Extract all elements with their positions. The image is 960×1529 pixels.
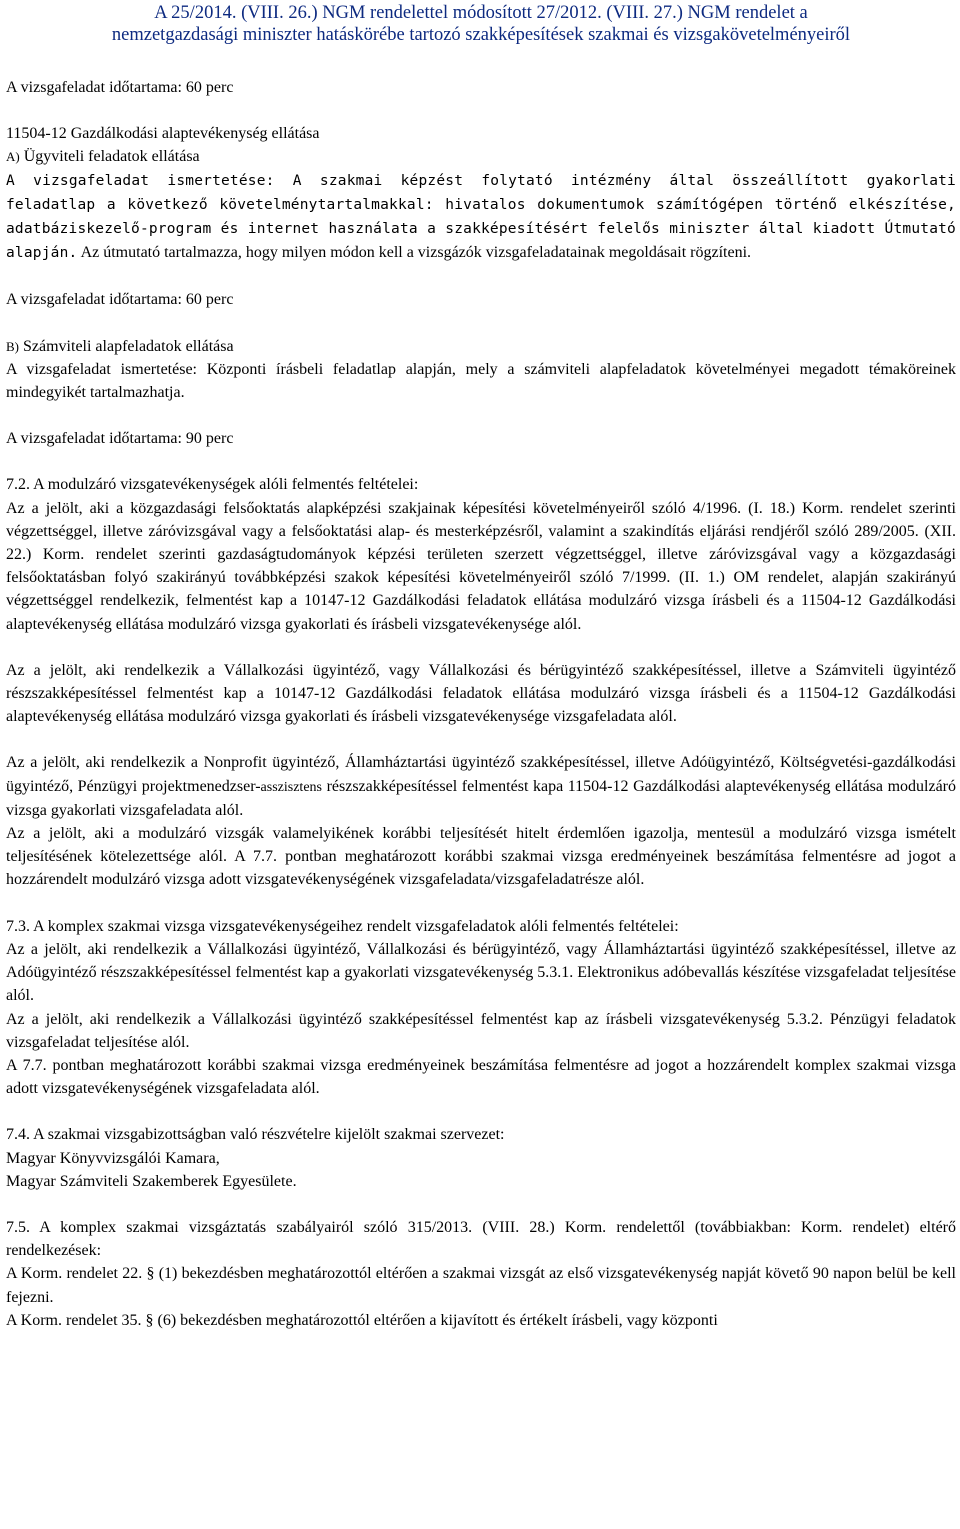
document-page [6,0,956,1332]
duration-90: A vizsgafeladat időtartama: 90 perc [6,430,234,448]
section-7-2-paragraph-4: Az a jelölt, aki a modulzáró vizsgák valamelyikének korábbi teljesítését hitelt érdemlően igazolja, mentesül a modulzáró vizsga ismételt teljesítésének kötelezettsége alól. A 7.7. pontban meghatározott korábbi szakmai vizsga eredményeinek beszámítása felmentésre ad jogot a hozzárendelt modulzáró vizsga adott vizsgatevékenységének vizsgafeladata/vizsgafeladatrésze alól. [6,825,956,889]
organization-2: Magyar Számviteli Szakemberek Egyesülete. [6,1172,297,1190]
s72-p3-rest: részszakképesítéssel felmentést kapa 11504-12 Gazdálkodási alaptevékenység ellátása modulzáró vizsga gyakorlati vizsgafeladata alól. [6,777,957,819]
duration-60-second: A vizsgafeladat időtartama: 60 perc [6,291,234,309]
task-a-desc-rest: Az útmutató tartalmazza, hogy milyen módon kell a vizsgázók vizsgafeladatainak megoldásait rögzíteni. [77,244,752,262]
task-a-desc-main: A vizsgafeladat ismertetése: A szakmai képzést folytató intézmény által összeállított gyakorlati feladatlap a következő követelménytartalmakkal: hivatalos dokumentumok számítógépen történő elkészítése, adatbáziskezelő-program és internet használata a szakképesítésért felelős miniszter által kiadott Útmutató alapján. [6,172,956,262]
task-a-title: Ügyviteli feladatok ellátása [19,148,200,166]
header-line-1: A 25/2014. (VIII. 26.) NGM rendelettel módosított 27/2012. (VIII. 27.) NGM rendelet a [154,3,808,23]
section-7-3-paragraph-1: Az a jelölt, aki rendelkezik a Vállalkozási ügyintéző, Vállalkozási és bérügyintéző, vagy Államháztartási ügyintéző szakképesítéssel, illetve az Adóügyintéző részszakképesítéssel felmentést kap a gyakorlati vizsgatevékenység 5.3.1. Elektronikus adóbevallás készítése vizsgafeladat teljesítése alól. [6,940,956,1005]
section-7-4-title: 7.4. A szakmai vizsgabizottságban való részvételre kijelölt szakmai szervezet: [6,1126,505,1144]
section-7-2-title: 7.2. A modulzáró vizsgatevékenységek alóli felmentés feltételei: [6,476,419,494]
organization-1: Magyar Könyvvizsgálói Kamara, [6,1149,220,1167]
header-line-2: nemzetgazdasági miniszter hatáskörébe tartozó szakképesítések szakmai és vizsgakövetelményeiről [111,25,851,45]
s72-p3-small: asszisztens [260,779,322,795]
section-7-5-paragraph-1: A Korm. rendelet 22. § (1) bekezdésben meghatározottól eltérően a szakmai vizsgát az első vizsgatevékenység napját követő 90 napon belül be kell fejezni. [6,1265,956,1306]
document-header [6,0,956,46]
section-7-3-paragraph-3: A 7.7. pontban meghatározott korábbi szakmai vizsga eredményeinek beszámítása felmentésre ad jogot a hozzárendelt komplex szakmai vizsga adott vizsgatevékenységének vizsgafeladata alól. [6,1056,956,1098]
task-b-description: A vizsgafeladat ismertetése: Központi írásbeli feladatlap alapján, mely a számviteli alapfeladatok követelményei megadott témaköreinek mindegyikét tartalmazhatja. [6,360,956,402]
module-title: 11504-12 Gazdálkodási alaptevékenység ellátása [6,125,320,143]
task-b-prefix: B) [6,338,19,354]
section-7-2-paragraph-2: Az a jelölt, aki rendelkezik a Vállalkozási ügyintéző, vagy Vállalkozási és bérügyintéző szakképesítéssel, illetve a Számviteli ügyintéző részszakképesítéssel felmentést kap a 10147-12 Gazdálkodási feladatok ellátása modulzáró vizsga írásbeli és a 11504-12 Gazdálkodási alaptevékenység ellátása modulzáró vizsga gyakorlati és írásbeli vizsgatevékenysége vizsgafeladata alól. [6,661,956,726]
task-a-heading [6,145,956,168]
section-7-5-paragraph-2: A Korm. rendelet 35. § (6) bekezdésben meghatározottól eltérően a kijavított és értékelt írásbeli, vagy központi [6,1311,718,1329]
duration-60-first: A vizsgafeladat időtartama: 60 perc [6,79,234,96]
task-b-title: Számviteli alapfeladatok ellátása [19,337,234,355]
section-7-2-paragraph-1: Az a jelölt, aki a közgazdasági felsőoktatás alapképzési szakjainak képesítési követelményeiről szóló 4/1996. (I. 18.) Korm. rendelet szerinti végzettséggel, illetve záróvizsgával vagy a felsőoktatási alap- és mesterképzésről, valamint a szakindítás eljárási rendjéről szóló 289/2005. (XII. 22.) Korm. rendelet szerinti gazdaságtudományok képzési területen szerzett végzettséggel, illetve záróvizsgával vagy a közgazdasági felsőoktatásban folyó szakirányú továbbképzési szakok képesítési követelményeiről szóló 7/1999. (II. 1.) OM rendelet, alapján szakirányú végzettséggel rendelkezik, felmentést kap a 10147-12 Gazdálkodási feladatok ellátása modulzáró vizsga írásbeli és a 11504-12 Gazdálkodási alaptevékenység ellátása modulzáró vizsga gyakorlati és írásbeli vizsgatevékenysége alól. [6,499,956,633]
task-b-heading [6,335,956,358]
section-7-3-paragraph-2: Az a jelölt, aki rendelkezik a Vállalkozási ügyintéző szakképesítéssel felmentést kap az írásbeli vizsgatevékenység 5.3.2. Pénzügyi feladatok vizsgafeladat teljesítése alól. [6,1010,956,1051]
task-a-prefix: A) [6,149,20,165]
s72-p3-main: Az a jelölt, aki rendelkezik a Nonprofit ügyintéző, Államháztartási ügyintéző szakképesítéssel, illetve Adóügyintéző, Költségvetési-gazdálkodási ügyintéző, Pénzügyi projektmenedzser- [6,754,956,795]
section-7-5-title: 7.5. A komplex szakmai vizsgáztatás szabályairól szóló 315/2013. (VIII. 28.) Korm. rendelettől (továbbiakban: Korm. rendelet) eltérő rendelkezések: [6,1218,956,1260]
section-7-3-title: 7.3. A komplex szakmai vizsga vizsgatevékenységeihez rendelt vizsgafeladatok alóli felmentés feltételei: [6,917,679,935]
task-a-description [6,169,956,266]
section-7-2-paragraph-3 [6,751,956,822]
